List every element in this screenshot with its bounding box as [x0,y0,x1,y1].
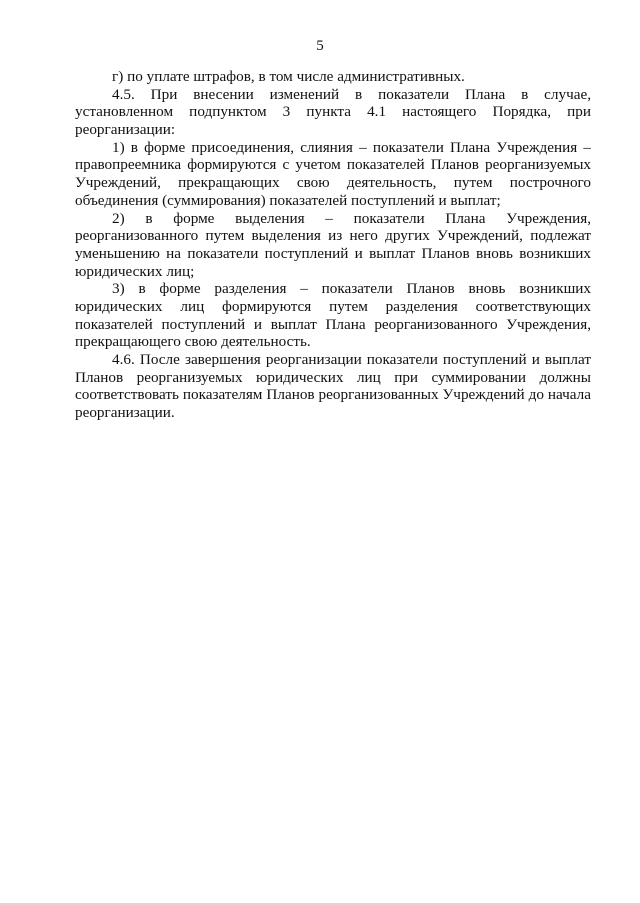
text-line: юридических лиц; [75,262,195,280]
text-line: объединения (суммирования) показателей поступлений и выплат; [75,191,501,209]
text-line: 1) в форме присоединения, слияния – показатели Плана Учреждения – [112,138,591,156]
text-line: 4.6. После завершения реорганизации показатели поступлений и выплат [112,351,591,368]
text-line: реорганизации: [75,121,176,139]
text-line: Планов реорганизуемых юридических лиц при суммировании должны [75,368,591,386]
text-line: 3) в форме разделения – показатели Планов вновь возникших [112,280,591,298]
text-line: соответствовать показателям Планов реорганизованных Учреждений до начала [75,386,591,404]
text-line: установленном подпунктом 3 пункта 4.1 настоящего Порядка, при [75,103,591,121]
text-line: правопреемника формируются с учетом показателей Планов реорганизуемых [75,156,591,174]
text-line: 4.5. При внесении изменений в показатели Плана в случае, [112,85,591,103]
page-number: 5 [316,38,324,54]
text-line: прекращающего свою деятельность. [75,333,311,351]
document-body [75,68,591,422]
text-line: реорганизации. [75,404,175,422]
text-line: реорганизованного путем выделения из него других Учреждений, подлежат [75,227,591,245]
text-line: показателей поступлений и выплат Плана реорганизованного Учреждения, [75,315,591,333]
text-line: юридических лиц формируются путем разделения соответствующих [75,297,591,315]
text-line: уменьшению на показатели поступлений и выплат Планов вновь возникших [75,244,591,262]
text-line: 2) в форме выделения – показатели Плана Учреждения, [112,209,591,227]
text-line: Учреждений, прекращающих свою деятельность, путем построчного [75,174,591,192]
text-line: г) по уплате штрафов, в том числе административных. [112,68,465,85]
